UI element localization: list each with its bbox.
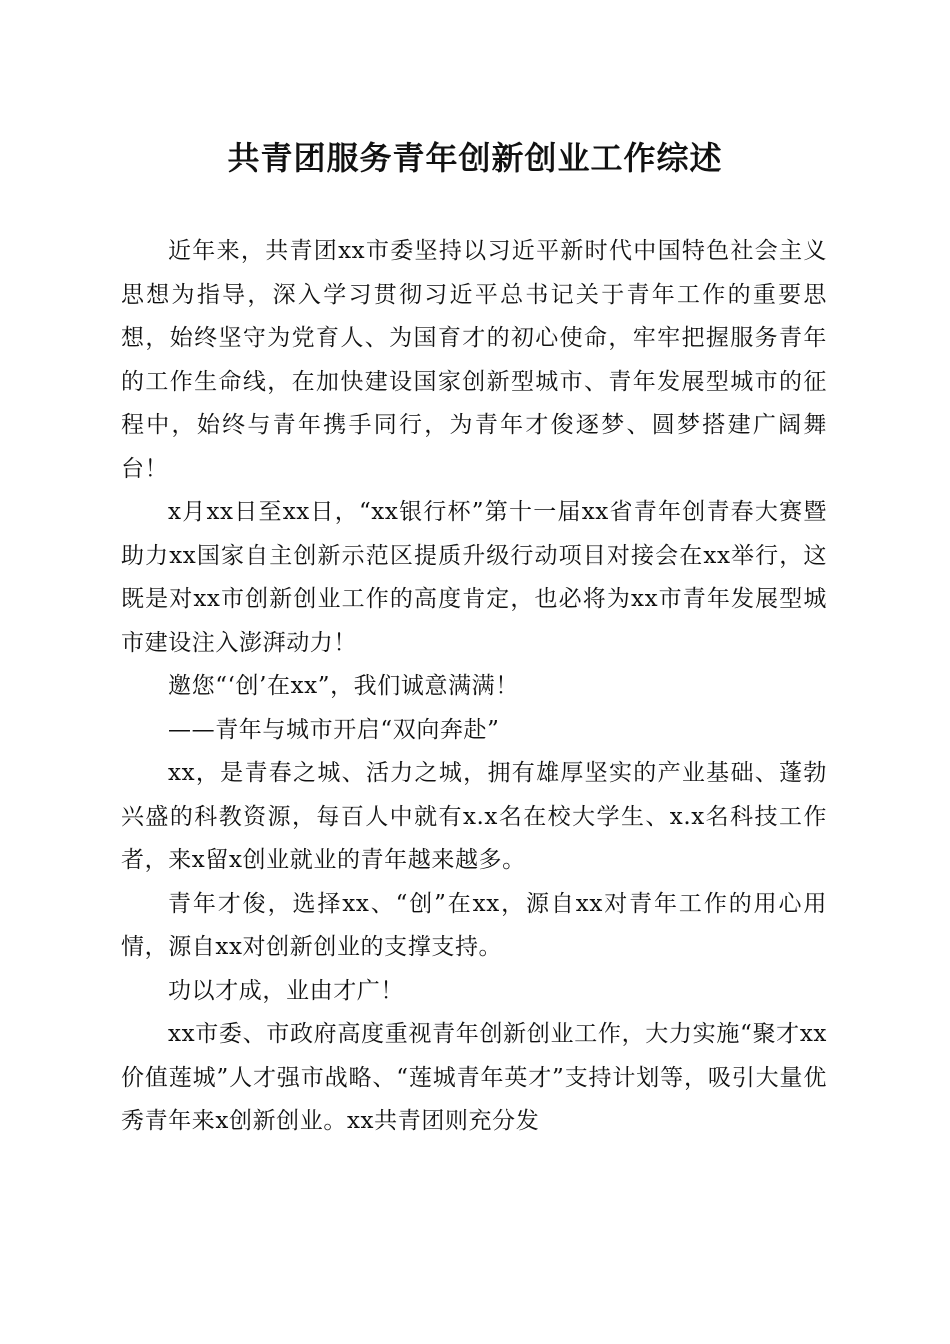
- paragraph-intro: 近年来，共青团xx市委坚持以习近平新时代中国特色社会主义思想为指导，深入学习贯彻习近平总书记关于青年工作的重要思想，始终坚守为党育人、为国育才的初心使命，牢牢把握服务青年的工作生命线，在加快建设国家创新型城市、青年发展型城市的征程中，始终与青年携手同行，为青年才俊逐梦、圆梦搭建广阔舞台！: [121, 238, 827, 482]
- paragraph-policy: xx市委、市政府高度重视青年创新创业工作，大力实施“聚才xx价值莲城”人才强市战略、“莲城青年英才”支持计划等，吸引大量优秀青年来x创新创业。xx共青团则充分发: [121, 1021, 827, 1134]
- paragraph-subtitle: ——青年与城市开启“双向奔赴”: [168, 716, 500, 743]
- paragraph-motto: 功以才成，业由才广！: [168, 977, 404, 1004]
- paragraph-invitation: 邀您“‘创’在xx”，我们诚意满满！: [168, 673, 519, 699]
- document-title: 共青团服务青年创新创业工作综述: [227, 139, 723, 177]
- paragraph-youth-choice: 青年才俊，选择xx、“创”在xx，源自xx对青年工作的用心用情，源自xx对创新创业的支撑支持。: [121, 890, 827, 960]
- paragraph-city-intro: xx，是青春之城、活力之城，拥有雄厚坚实的产业基础、蓬勃兴盛的科教资源，每百人中就有x.x名在校大学生、x.x名科技工作者，来x留x创业就业的青年越来越多。: [121, 760, 827, 873]
- document-body: [121, 230, 827, 1144]
- paragraph-event: x月xx日至xx日，“xx银行杯”第十一届xx省青年创青春大赛暨助力xx国家自主创新示范区提质升级行动项目对接会在xx举行，这既是对xx市创新创业工作的高度肯定，也必将为xx市青年发展型城市建设注入澎湃动力！: [121, 499, 827, 656]
